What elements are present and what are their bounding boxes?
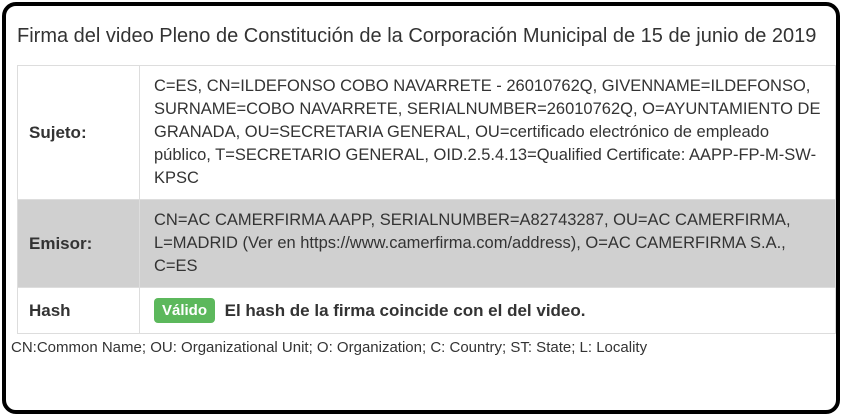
sujeto-value: C=ES, CN=ILDEFONSO COBO NAVARRETE - 26010762Q, GIVENNAME=ILDEFONSO, SURNAME=COBO NAVARRETE, SERIALNUMBER=26010762Q, O=AYUNTAMIENTO DE GRANADA, OU=SECRETARIA GENERAL, OU=certificado electrónico de empleado público, T=SECRETARIO GENERAL, OID.2.5.4.13=Qualified Certificate: AAPP-FP-M-SW-KPSC [140,66,836,200]
hash-label: Hash [18,288,140,334]
emisor-value: CN=AC CAMERFIRMA AAPP, SERIALNUMBER=A82743287, OU=AC CAMERFIRMA, L=MADRID (Ver en https://www.camerfirma.com/address), O=AC CAMERFIRMA S.A., C=ES [140,200,836,288]
signature-table [17,65,836,334]
hash-value [140,288,836,334]
sujeto-label: Sujeto: [18,66,140,200]
page-title: Firma del video Pleno de Constitución de la Corporación Municipal de 15 de junio de 2019 [17,25,817,47]
emisor-label: Emisor: [18,200,140,288]
legend-text: CN:Common Name; OU: Organizational Unit; O: Organization; C: Country; ST: State; L: Locality [11,339,648,356]
table-row-emisor [18,200,836,288]
status-badge-valido: Válido [154,298,215,323]
table-row-hash [18,288,836,334]
hash-message: El hash de la firma coincide con el del video. [224,301,586,320]
signature-panel [2,2,840,414]
table-row-sujeto [18,66,836,200]
